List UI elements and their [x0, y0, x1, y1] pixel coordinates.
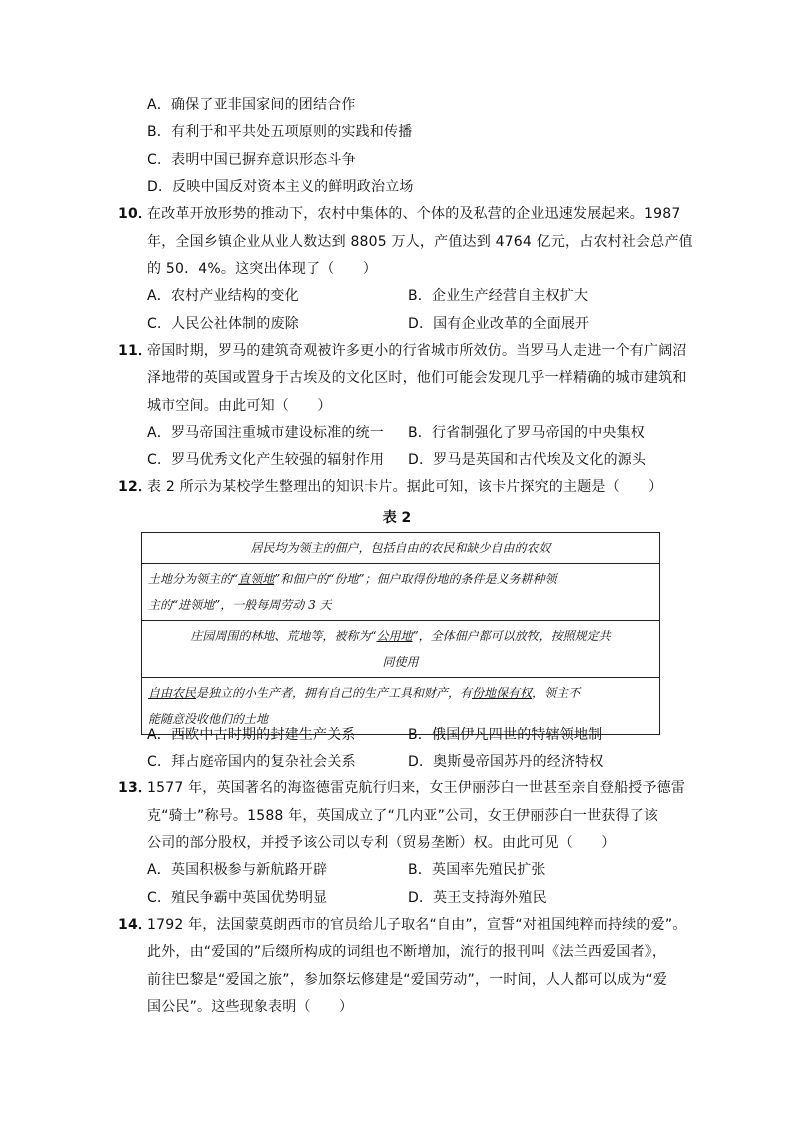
q14-stem-line3: 前往巴黎是“爱国之旅”，参加祭坛修建是“爱国劳动”，一时间，人人都可以成为“爱	[147, 972, 668, 988]
q13-option-b: B．英国率先殖民扩张	[408, 862, 546, 878]
underlined-term: 份地保有权	[472, 686, 533, 700]
cell-text: 庄园周围的林地、荒地等，被称为“	[190, 629, 377, 643]
q11-option-d: D．罗马是英国和古代埃及文化的源头	[408, 452, 647, 468]
q11-option-b: B．行省制强化了罗马帝国的中央集权	[408, 425, 646, 441]
cell-text: ”，全体佃户都可以放牧，按照规定共	[412, 629, 611, 643]
cell-text: ，领主不	[532, 686, 581, 700]
table-row	[142, 621, 660, 678]
q10-number: 10．	[118, 206, 153, 222]
q11-option-a: A．罗马帝国注重城市建设标准的统一	[147, 425, 384, 441]
table-row	[142, 564, 660, 621]
q12-option-b: B．俄国伊凡四世的特辖领地制	[408, 727, 603, 743]
table-cell: 居民均为领主的佃户，包括自由的农民和缺少自由的农奴	[142, 533, 660, 564]
cell-text: 是独立的小生产者，拥有自己的生产工具和财产，有	[196, 686, 473, 700]
cell-text: 同使用	[382, 655, 419, 669]
underlined-term: 公用地	[376, 629, 413, 643]
q14-stem-line1: 1792 年，法国蒙莫朗西市的官员给儿子取名“自由”，宣誓“对祖国纯粹而持续的爱”。	[147, 917, 687, 933]
q12-stem-line1: 表 2 所示为某校学生整理出的知识卡片。据此可知，该卡片探究的主题是（ ）	[147, 479, 663, 495]
q13-stem-line1: 1577 年，英国著名的海盗德雷克航行归来，女王伊丽莎白一世甚至亲自登船授予德雷	[147, 780, 686, 796]
table-cell	[142, 678, 660, 735]
table-cell	[142, 564, 660, 621]
table-cell	[142, 621, 660, 678]
q12-option-d: D．奥斯曼帝国苏丹的经济特权	[408, 754, 604, 770]
q13-option-a: A．英国积极参与新航路开辟	[147, 862, 328, 878]
q10-option-d: D．国有企业改革的全面展开	[408, 316, 590, 332]
q12-option-a: A．西欧中古时期的封建生产关系	[147, 727, 356, 743]
underlined-term: 直领地	[238, 572, 275, 586]
table-row	[142, 533, 660, 564]
q10-stem-line2: 年，全国乡镇企业从业人数达到 8805 万人，产值达到 4764 亿元，占农村社会总产值	[147, 234, 693, 250]
q10-option-c: C．人民公社体制的废除	[147, 316, 299, 332]
q11-stem-line3: 城市空间。由此可知（ ）	[147, 398, 332, 414]
q10-option-b: B．企业生产经营自主权扩大	[408, 288, 589, 304]
q14-stem-line4: 国公民”。这些现象表明（ ）	[147, 999, 354, 1015]
q9-option-b: B．有利于和平共处五项原则的实践和传播	[147, 124, 413, 140]
q9-option-c: C．表明中国已摒弃意识形态斗争	[147, 152, 356, 168]
cell-text: ”和佃户的“份地”；佃户取得份地的条件是义务耕种领	[274, 572, 557, 586]
q14-stem-line2: 此外，由“爱国的”后缀所构成的词组也不断增加，流行的报刊叫《法兰西爱国者》，	[147, 944, 667, 960]
cell-text: 主的“进领地”，一般每周劳动 3 天	[148, 598, 332, 612]
q11-number: 11．	[118, 343, 153, 359]
q13-option-c: C．殖民争霸中英国优势明显	[147, 890, 328, 906]
q10-stem-line3: 的 50．4%。这突出体现了（ ）	[147, 261, 378, 277]
q9-option-d: D．反映中国反对资本主义的鲜明政治立场	[147, 179, 414, 195]
cell-text: 土地分为领主的“	[148, 572, 239, 586]
q10-option-a: A．农村产业结构的变化	[147, 288, 299, 304]
knowledge-card-table	[141, 532, 660, 735]
q13-option-d: D．英王支持海外殖民	[408, 890, 547, 906]
underlined-term: 自由农民	[148, 686, 197, 700]
table-caption: 表 2	[382, 510, 412, 526]
table-row	[142, 678, 660, 735]
q11-option-c: C．罗马优秀文化产生较强的辐射作用	[147, 452, 385, 468]
q13-stem-line2: 克“骑士”称号。1588 年，英国成立了“几内亚”公司，女王伊丽莎白一世获得了该	[147, 808, 659, 824]
q11-stem-line2: 泽地带的英国或置身于古埃及的文化区时，他们可能会发现几乎一样精确的城市建筑和	[147, 370, 687, 386]
q14-number: 14．	[118, 917, 153, 933]
q12-number: 12．	[118, 479, 153, 495]
cell-text: 能随意没收他们的土地	[148, 712, 269, 726]
q9-option-a: A．确保了亚非国家间的团结合作	[147, 97, 356, 113]
q13-stem-line3: 公司的部分股权，并授予该公司以专利（贸易垄断）权。由此可见（ ）	[147, 835, 616, 851]
q10-stem-line1: 在改革开放形势的推动下，农村中集体的、个体的及私营的企业迅速发展起来。1987	[147, 206, 681, 222]
q11-stem-line1: 帝国时期，罗马的建筑奇观被许多更小的行省城市所效仿。当罗马人走进一个有广阔沼	[147, 343, 687, 359]
q13-number: 13．	[118, 780, 153, 796]
q12-option-c: C．拜占庭帝国内的复杂社会关系	[147, 754, 356, 770]
